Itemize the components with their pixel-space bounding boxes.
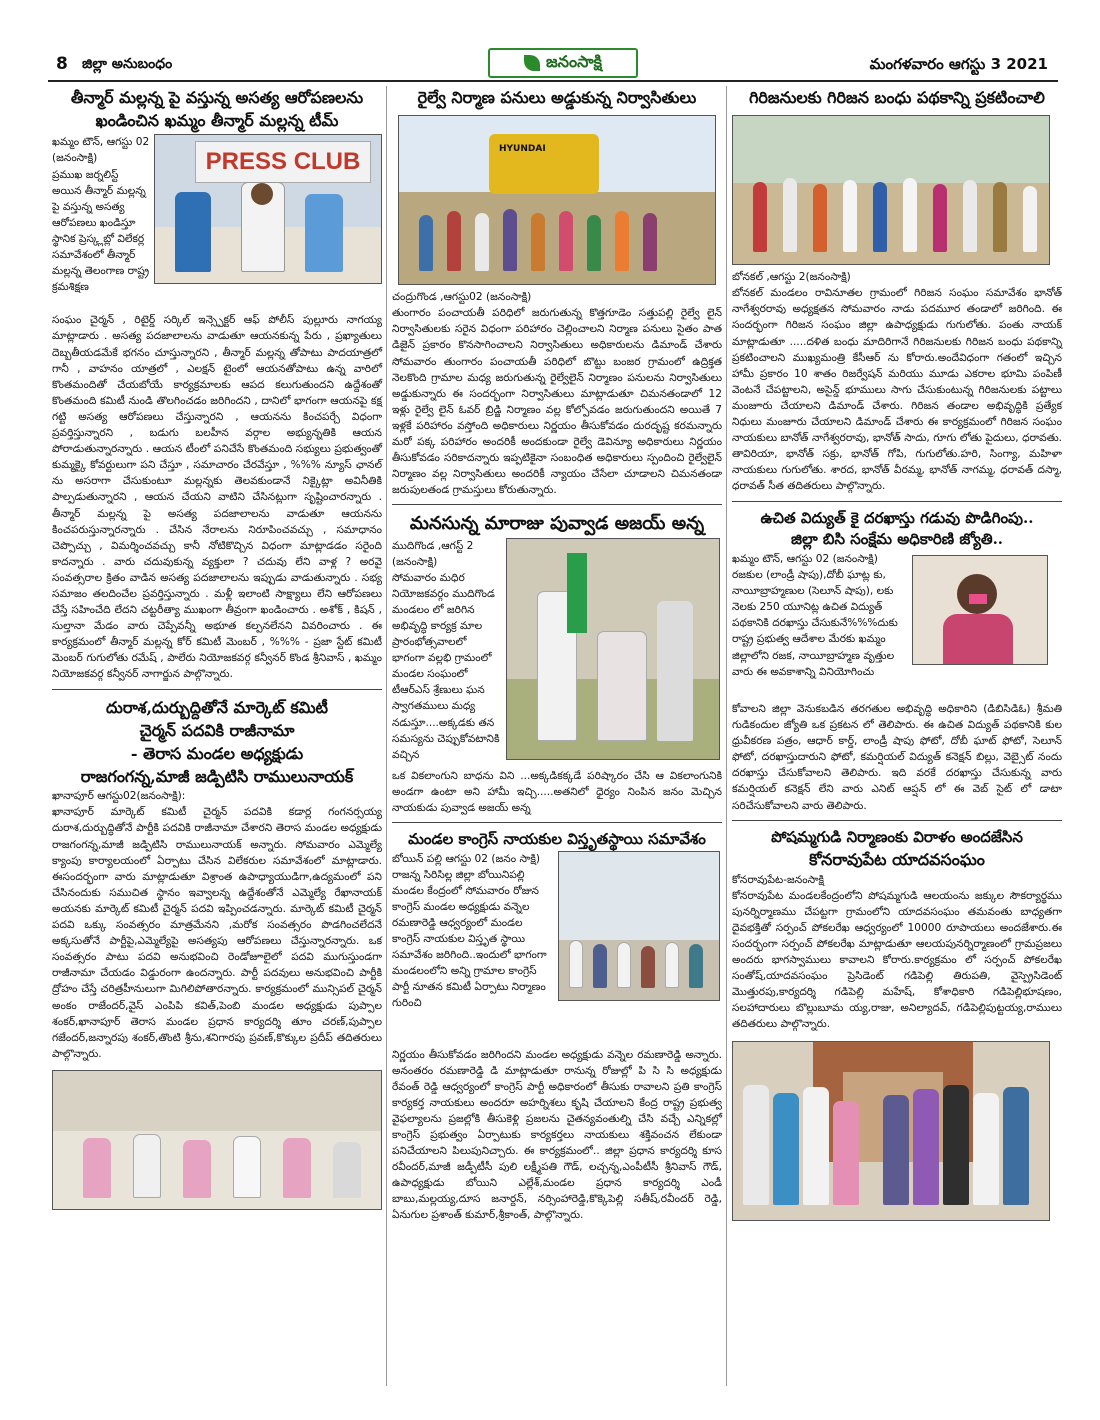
- article-temple-donation: [732, 827, 1062, 1221]
- railway-protest-photo: [398, 115, 716, 285]
- article-congress: [392, 829, 722, 1224]
- article-ajay: [392, 511, 722, 815]
- article-market-committee: [52, 696, 382, 1210]
- article-free-power: [732, 508, 1062, 814]
- column-1: [52, 86, 382, 1210]
- article-body: ఒక వికలాంగుని బాధను విని ...అక్కడికక్కడే పరిష్కారం చేసి ఆ వికలాంగునికి అండగా ఉంటా అని హామీ ఇచ్చి.....అతనిలో ధైర్యం నింపిన జనం మెచ్చిన నాయకుడు పువ్వాడ అజయ్ అన్న: [392, 769, 722, 814]
- divider: [732, 820, 1062, 821]
- page-header: [48, 48, 1058, 82]
- dateline: కోనరావుపేట-జనంసాక్షి: [732, 873, 825, 886]
- column-3: [732, 86, 1062, 1221]
- lead-text: రజకుల (లాండ్రీ షాపు),దోబీ ఘాట్ల కు, నాయీబ్రాహ్మణుల (సెలూన్ షాపు), లకు నెలకు 250 యూనిట్ల ఉచిత విద్యుత్ పథకానికి దరఖాస్తు చేసుకునే%%%దుకు రాష్ట్ర ప్రభుత్వ ఆదేశాల మేరకు ఖమ్మం జిల్లాలోని రజక, నాయీబ్రాహ్మణ వృత్తుల వారు ఈ అవకాశాన్ని వినియోగించు: [732, 569, 898, 678]
- headline: రాజగంగన్న,మాజీ జడ్పిటిసి రాములునాయక్: [80, 767, 354, 787]
- masthead-logo: [488, 48, 638, 78]
- headline: మనసున్న మారాజు పువ్వాడ అజయ్ అన్న: [409, 513, 705, 535]
- issue-date: మంగళవారం ఆగస్టు 3 2021: [869, 55, 1048, 73]
- dateline: చంద్రుగొండ ,ఆగస్టు02 (జనంసాక్షి): [392, 291, 532, 304]
- headline: తీన్మార్ మల్లన్న పై వస్తున్న అసత్య ఆరోపణలను: [70, 88, 364, 107]
- lead-text: రాజన్న సిరిసిల్ల జిల్లా బోయినిపల్లి మండల కేంద్రంలో సోమవారం రోజున కాంగ్రెస్ మండల అధ్యక్షుడు వన్నెల రమణారెడ్డి ఆధ్వర్యంలో మండల కాంగ్రెస్ నాయకుల విస్తృత స్థాయి సమావేశం జరిగింది..ఇందులో భాగంగా మండలంలోని అన్ని గ్రామాల కాంగ్రెస్ పార్టీ నూతన కమిటీ ఏర్పాటు నిర్మాణం గురించి: [392, 868, 547, 1010]
- headline: - తెరాస మండల అధ్యక్షుడు: [130, 743, 304, 763]
- article-body: బోనకల్ మండలం రావినూతల గ్రామంలో గిరిజన సంఘం సమావేశం భానోత్ నాగేశ్వరరావు అధ్యక్షతన సోమవారం నాడు పదమూర తండాలో జరిగింది. ఈ సందర్భంగా గిరిజన సంఘం జిల్లా ఉపాధ్యక్షుడు గుగులోతు. పంతు నాయక్ మాట్లాడుతూ .....దళిత బంధు మాదిరిగానే గిరిజనులకు గిరిజన బంధు పథకాన్ని ప్రకటించాలని ముఖ్యమంత్రి కేసీఆర్ ను కోరారు.అందేవిధంగా గతంలో ఇచ్చిన హామీ ప్రకారం 10 శాతం రిజర్వేషన్ మరియు మూడు ఎకరాల భూమి పంపిణీ వెంటనే చేపట్టాలని, అసైన్డ్ భూములు సాగు చేసుకుంటున్న గిరిజనులకు పట్టాలు మంజూరు చేయాలని డిమాండ్ చేశారు. గిరిజన తండాల అభివృద్ధికి ప్రత్యేక నిధులు మంజూరు చేయాలని డిమాండ్ చేశారు ఈ కార్యక్రమంలో గిరిజన సంఘం నాయకులు బానోత్ నాగేశ్వరరావు, భానోత్ సాదు, గూగు లోతు పైదులు, ధరావతు. తావిరియా, భానోత్ సక్రు, భానోత్ గోపి, గుగులోతు.హరి, సింగ్యా, మహిళా నాయకులు గుగులోతు. శారద, భానోత్ వీరమ్మ, భానోత్ నాగమ్మ, ధరావత్ దస్మా, ధరావత్ సీత తదితరులు పాల్గొన్నారు.: [732, 287, 1062, 493]
- headline: ఉచిత విద్యుత్ కై దరఖాస్తు గడువు పొడిగింపు..: [760, 508, 1034, 527]
- article-body: ఖానాపూర్ మార్కెట్ కమిటీ చైర్మన్ పదవికి కడార్ల గంగనర్సయ్య దురాశ,దుర్బుద్ధితోనే పార్టీకి పదవికి రాజీనామా చేశారని తెరాస మండల అధ్యక్షుడు రాజగంగన్న,మాజీ జడ్పిటిసి రాములునాయక్ అన్నారు. సోమవారం ఎమ్మెల్యే క్యాంపు కార్యాలయంలో ఏర్పాటు చేసిన విలేకరుల సమావేశంలో మాట్లాడారు. ఈసందర్భంగా వారు మాట్లాడుతూ విశ్రాంత ఉపాధ్యాయుడిగా,ఉద్యమంలో పని చేసినందుకు సముచిత స్థానం ఇవ్వాలన్న ఉద్దేశంతోనే ఎమ్మెల్యే రేఖానాయక్ అయనకు మార్కెట్ కమిటీ చైర్మన్ పదవి ఇప్పించడన్నారు. మార్కెట్ కమిటీ చైర్మన్ పదవి ఒక్కు సంవత్సరం మాత్రమేనని ,మరోక సంవత్సరం పొడగించలేదనే అక్కసుతోనే పార్టీపై,ఎమ్మెల్యేపై అసత్యపు ఆరోపణలు చేస్తున్నారన్నారు. ఒక సంవత్సరం పాటు పదవి అనుభవించి రెండోజూలైలో పదవి ముగుస్తుండగా రాజీనామా చేయడం విడ్డురంగా ఉందన్నారు. పార్టీ పదవులు అనుభవించి పార్టీకి ద్రోహం చేస్తే చరిత్రహీనులుగా మిగిలిపోతారన్నారు. కార్యక్రమంలో మున్సిపల్ చైర్మన్ అంకం రాజేందర్,వైస్ ఎంపిపి కవిత్,పెంబి మండల అధ్యక్షుడు పుప్పాల శంకర్,ఖానాపూర్ తెరాస మండల ప్రధాన కార్యదర్శి తూం చరణ్,పుప్పాల గజేందర్,జన్నారపు శంకర్,తొంటి శ్రీను,శనిగారపు ప్రవణ్,కొక్కుల ప్రదీప్ తదితరులు పాల్గొన్నారు.: [52, 806, 382, 1060]
- divider: [392, 504, 722, 505]
- donation-photo: [732, 1041, 1050, 1221]
- column-divider: [726, 86, 727, 1386]
- headline: మండల కాంగ్రెస్ నాయకుల విస్తృతస్థాయి సమావేశం: [408, 829, 706, 848]
- congress-meeting-photo: [558, 851, 720, 1001]
- dateline: బోనకల్ ,ఆగస్టు 2(జనంసాక్షి): [732, 271, 851, 284]
- officer-photo: [912, 555, 1048, 665]
- section-title: జిల్లా అనుబంధం: [82, 56, 173, 72]
- article-body: కోవాలని జిల్లా వెనుకబడిన తరగతుల అభివృద్ధి అధికారిని (డిబిసిడిఓ) శ్రీమతి గుడికందుల జ్యోతి ఒక ప్రకటన లో తెలిపారు. ఈ ఉచిత విద్యుత్ పథకానికి కుల ధ్రువీకరణ పత్రం, ఆధార్ కార్డ్, లాండ్రీ షాపు ఫోటో, దోబీ ఘాట్ ఫోటో, సెలూన్ ఫోటో, దరఖాస్తుదారుని ఫోటో, కమర్షియల్ విద్యుత్ కనెక్షన్ బిల్లు, వెబ్సైట్ నందు దరఖాస్తు చేసుకోవాలని తెలిపారు. ఇది వరకే దరఖాస్తు చేసుకున్న వారు కమర్షియల్ కనెక్షన్ లేని వారు ఎనిట్ ఆప్షన్ లో ఈ వెబ్ సైట్ లో డాటా సరిచేసుకోవాలని వారు తెలిపారు.: [732, 703, 1062, 812]
- article-mallanna: [52, 86, 382, 683]
- lead-text: ప్రముఖ జర్నలిస్ట్ అయిన తీన్మార్ మల్లన్న పై వస్తున్న అసత్య ఆరోపణలు ఖండిస్తూ స్థానిక ప్రెస్క్లబ్లో విలేకర్ల సమావేశంలో తీన్మార్ మల్లన్న తెలంగాణ రాష్ట్ర క్రమశిక్షణ: [52, 168, 150, 294]
- headline: రైల్వే నిర్మాణ పనులు అడ్డుకున్న నిర్వాసితులు: [417, 88, 697, 107]
- dateline: ఖమ్మం టౌన్, ఆగస్టు 02 (జనంసాక్షి): [732, 553, 878, 565]
- headline: పోషమ్మగుడి నిర్మాణంకు విరాళం అందజేసిన: [771, 827, 1023, 846]
- article-body: నిర్ణయం తీసుకోవడం జరిగిందని మండల అధ్యక్షుడు వన్నెల రమణారెడ్డి అన్నారు. అనంతరం రమణారెడ్డి డి మాట్లాడుతూ రానున్న రోజుల్లో పి సి సి అధ్యక్షుడు రేవంత్ రెడ్డి ఆధ్వర్యంలో కాంగ్రెస్ పార్టీ అధికారంలో తీసుకు రావాలని ప్రతి కాంగ్రెస్ కార్యకర్త నాయకులు అందరూ అహర్నిశలు కృషి చేయాలని కేంద్ర రాష్ట్ర ప్రభుత్వ వైఫల్యాలను ప్రజల్లోకి తీసుకెళ్లి ప్రజలను చైతన్యవంతుల్ని చేసి వచ్చే ఎన్నికల్లో కాంగ్రెస్ ప్రభుత్వం ఏర్పాటుకు కార్యకర్తలు నాయకులు శక్తివంచన లేకుండా పనిచేయాలని పిలుపునిచ్చారు. ఈ కార్యక్రమంలో.. జిల్లా ప్రధాన కార్యదర్శి కూస రవీందర్,మాజీ జడ్పీటీసీ పులి లక్ష్మీపతి గౌడ్, లచ్చన్న,ఎంపీటీసీ శ్రీనివాస్ గౌడ్, ఉపాధ్యక్షుడు బోయిని ఎల్లేశ్,మండల ప్రధాన కార్యదర్శి ఎండీ బాబు,మల్లయ్య,దూస జనార్దన్, నర్సింహారెడ్డి,కొక్కెపెల్లి సతీష్,రవీందర్ రెడ్డి, ఏనుగుల ప్రశాంత్ కుమార్,శ్రీకాంత్, పాల్గొన్నారు.: [392, 1048, 722, 1222]
- minister-photo: [506, 538, 720, 760]
- dateline: ఖమ్మం టౌన్, ఆగస్టు 02 (జనంసాక్షి): [52, 136, 150, 165]
- masthead-title: జనంసాక్షి: [546, 51, 602, 71]
- page-number: 8: [56, 54, 68, 74]
- column-2: [392, 86, 722, 1224]
- headline: ఖండించిన ఖమ్మం తీన్మార్ మల్లన్న టీమ్: [95, 111, 339, 131]
- tribal-meeting-photo: [732, 115, 1050, 265]
- divider: [392, 822, 722, 823]
- dateline: ఖానాపూర్ ఆగస్టు02(జనంసాక్షి):: [52, 790, 186, 803]
- press-club-photo: [154, 134, 382, 284]
- headline: చైర్మన్ పదవికి రాజీనామా: [139, 720, 295, 740]
- headline: కోనరావుపేట యాదవసంఘం: [809, 850, 985, 870]
- column-divider: [386, 86, 387, 1386]
- excavator-label: HYUNDAI: [499, 144, 546, 155]
- article-body: కోనరావుపేట మండలకేంద్రంలోని పోషమ్మగుడి ఆలయంను జక్కుల సౌకర్యార్థము పునర్నిర్మాణము చేపట్టగా గ్రామంలోని యాదవసంఘం తమవంతు బాధ్యతగా దైవభక్తితో సర్పంచ్ పోకలరేఖ ఆధ్వర్యంలో 10000 రూపాయలు అందజేశారు.ఈ సందర్భంగా సర్పంచ్ పోకలరేఖ మాట్లాడుతూ ఆలయపునర్నిర్మాణంలో గ్రామప్రజలు అందరు భాగస్వాములు కావాలని కోరారు.కార్యక్రమం లో సర్పంచ్ పోకలరేఖ సంతోష్,యాదవసంఘం ప్రెసిడెంట్ గడిపెల్లి తిరుపతి, వైస్ప్రెసిడెంట్ మొత్తురపు,కార్యదర్శి గడిపెల్లి మహేష్, కోశాధికారి గడిపెల్లిభూషణం, సలహాదారులు బొల్లుబూమ య్య,రాజు, అనిల్యాదవ్, గడిపెల్లిపుట్టయ్య,రాములు తదితరులు పాల్గొన్నారు.: [732, 889, 1062, 1031]
- divider: [52, 689, 382, 690]
- meeting-photo: [52, 1070, 382, 1210]
- article-body: సంఘం చైర్మన్ , రిటైర్డ్ సర్కిల్ ఇన్స్పెక్టర్ ఆఫ్ పోలీస్ పుల్లూరు నాగయ్య మాట్లాడారు . అసత్య పదజాలాలను వాడుతూ ఆయనకున్న పేరు , ప్రఖ్యాతులు దెబ్బతీయడమేకే భగనం చూస్తున్నారని , తీన్మార్ మల్లన్న తోపాటు పాదయాత్రలో గానీ , వాహనం యాత్రలో , ఎలక్షన్ టైంలో ఆయనతోపాటు ఉన్న వారిలో కొంతమందితో చేయబోయే కార్యక్రమాలకు ఆపద కలుగుతుందని ఉద్దేశంతో కొంతమంది కమిటీ నుండి తొలగించడం జరిగిందని , దానిలో భాగంగా ఆయనపై కక్ష గట్టి అసత్య ఆరోపణలు చేస్తున్నారని , ఆయనను కించపర్చే విధంగా ప్రవర్తిస్తున్నారని , బడుగు బలహీన వర్గాల అభ్యున్నతికి ఆయన పోరాడుతున్నారన్నారు . ఆయన టీంలో పనిచేసే కొంతమంది సభ్యులు ప్రభుత్వంతో కుమ్మక్కై కోవర్టులుగా పని చేస్తూ , సమాచారం చేరవేస్తూ , %%% న్యూస్ ఛానల్ ను అసరాగా చేసుకుంటూ మల్లన్నకు తెలవకుండానే నిక్కైట్లా అవినీతికి పాల్పడుతున్నారని , ఆయన చేయని వాటిని చేసినట్లుగా సృష్టించారన్నారు . తీన్మార్ మల్లన్న పై అసత్య పదజాలాలను వాడుతూ ఆయనను కించపరుస్తున్నారన్నారు . చేసిన నేరాలను నిరూపించవచ్చు , సమాధానం చెప్పొచ్చు , విమర్శించవచ్చు కానీ నోటికొచ్చిన విధంగా మాట్లాడడం సరైంది కాదన్నారు . వారు చదువుకున్న వ్యక్తులా ? చదువు లేని వాళ్ల ? అరవై సంవత్సరాల క్రితం వాడిన అసత్య పదజాలాలను ఇప్పుడు వాడుతున్నారు . సభ్య సమాజం తలదించేల ప్రవర్తిస్తున్నారు . మళ్లీ ఇలాంటి సాక్ష్యాలు లేని ఆరోపణలు చేస్తే సహించేది లేదని చట్టరీత్యా ముఖంగా తీవ్రంగా ఖండించారు . అశోక్ , కిషన్ , సుల్తానా మేడం వారు చెప్పేవన్నీ అభూత కల్పనలేనని వివరించారు . ఈ కార్యక్రమంలో తీన్మార్ మల్లన్న కోర్ కమిటీ మెంబర్ , %%% - ప్రజా స్టేట్ కమిటీ మెంబర్ గుగులోతు రమేష్ , పాలేరు నియోజకవర్గ కన్వీనర్ కొండ శ్రీనివాస్ , ఖమ్మం నియోజకవర్గ కన్వీనర్ నాగార్జున పాల్గొన్నారు.: [52, 314, 382, 681]
- dateline: ముదిగొండ ,ఆగస్ట్ 2 (జనంసాక్షి): [392, 539, 474, 568]
- divider: [732, 501, 1062, 502]
- article-railway: [392, 86, 722, 498]
- banner-text: PRESS CLUB: [205, 148, 361, 176]
- article-girijana: [732, 86, 1062, 495]
- dateline: బోయిన్ పల్లి ఆగస్టు 02 (జనం సాక్షి): [392, 852, 541, 865]
- article-body: తుంగారం పంచాయతీ పరిధిలో జరుగుతున్న కొత్తగూడెం సత్తుపల్లి రైల్వే లైన్ నిర్వాసితులకు సరైన విధంగా పరిహారం చెల్లించాలని నిర్మాణ పనులు సైతం పాత డిజైన్ ప్రకారం కొనసాగించాలని నిర్వాసితులు అధికారులను డిమాండ్ చేశారు సోమవారం తుంగారం పంచాయతీ పరిధిలో బొట్టు బంజర గ్రామంలో ఉద్రిక్తత నెలకొంది గ్రామాల మధ్య జరుగుతున్న రైల్వేలైన్ నిర్మాణం పనులను నిర్వాసితులు అడ్డుకున్నారు ఈ సందర్భంగా నిర్వాసితులు మాట్లాడుతూ చిమనతండాలో 12 ఇళ్లు రైల్వే లైన్ ఓవర్ బ్రిడ్జి నిర్మాణం వల్ల కోల్పోవడం జరుగుతుందని అయితే 7 ఇళ్లకే పరిహారం వస్తోంది అధికారులు నిర్ణయం తీసుకోవడం దురదృష్ట కరమన్నారు మరో పక్క పరిహారం అందరికీ అందకుండా రైల్వే డెవిన్యూ అధికారులు నిర్ణయం తీసుకోవడం సరికాదన్నారు ఇప్పటికైనా సంబంధిత అధికారులు స్పందించి రైల్వేలైన్ నిర్మాణం వల్ల నిర్వాసితులు అందరికీ న్యాయం చేసేలా చూడాలని చిమనతండా జరుపులతండ గ్రామస్తులు కోరుతున్నారు.: [392, 307, 722, 497]
- headline: జిల్లా బిసి సంక్షేమ అధికారిణి జ్యోతి..: [790, 530, 1004, 549]
- lead-text: సోమవారం మధిర నియోజకవర్గం ముదిగొండ మండలం లో జరిగిన అభివృద్ధి కార్యక్ర మాల ప్రారంభోత్సవాలలో భాగంగా వల్లభి గ్రామంలో మండల సంఘంలో టీఆర్ఎస్ శ్రేణులు ఘన స్వాగతములు మధ్య నడుస్తూ....అక్కడకు తన సమస్యను చెప్పుకోవటానికి వచ్చిన: [392, 571, 500, 761]
- leaf-icon: [524, 55, 540, 71]
- headline: దురాశ,దుర్బుద్దితోనే మార్కెట్ కమిటీ: [105, 697, 328, 717]
- headline: గిరిజనులకు గిరిజన బంధు పథకాన్ని ప్రకటించాలి: [749, 88, 1045, 107]
